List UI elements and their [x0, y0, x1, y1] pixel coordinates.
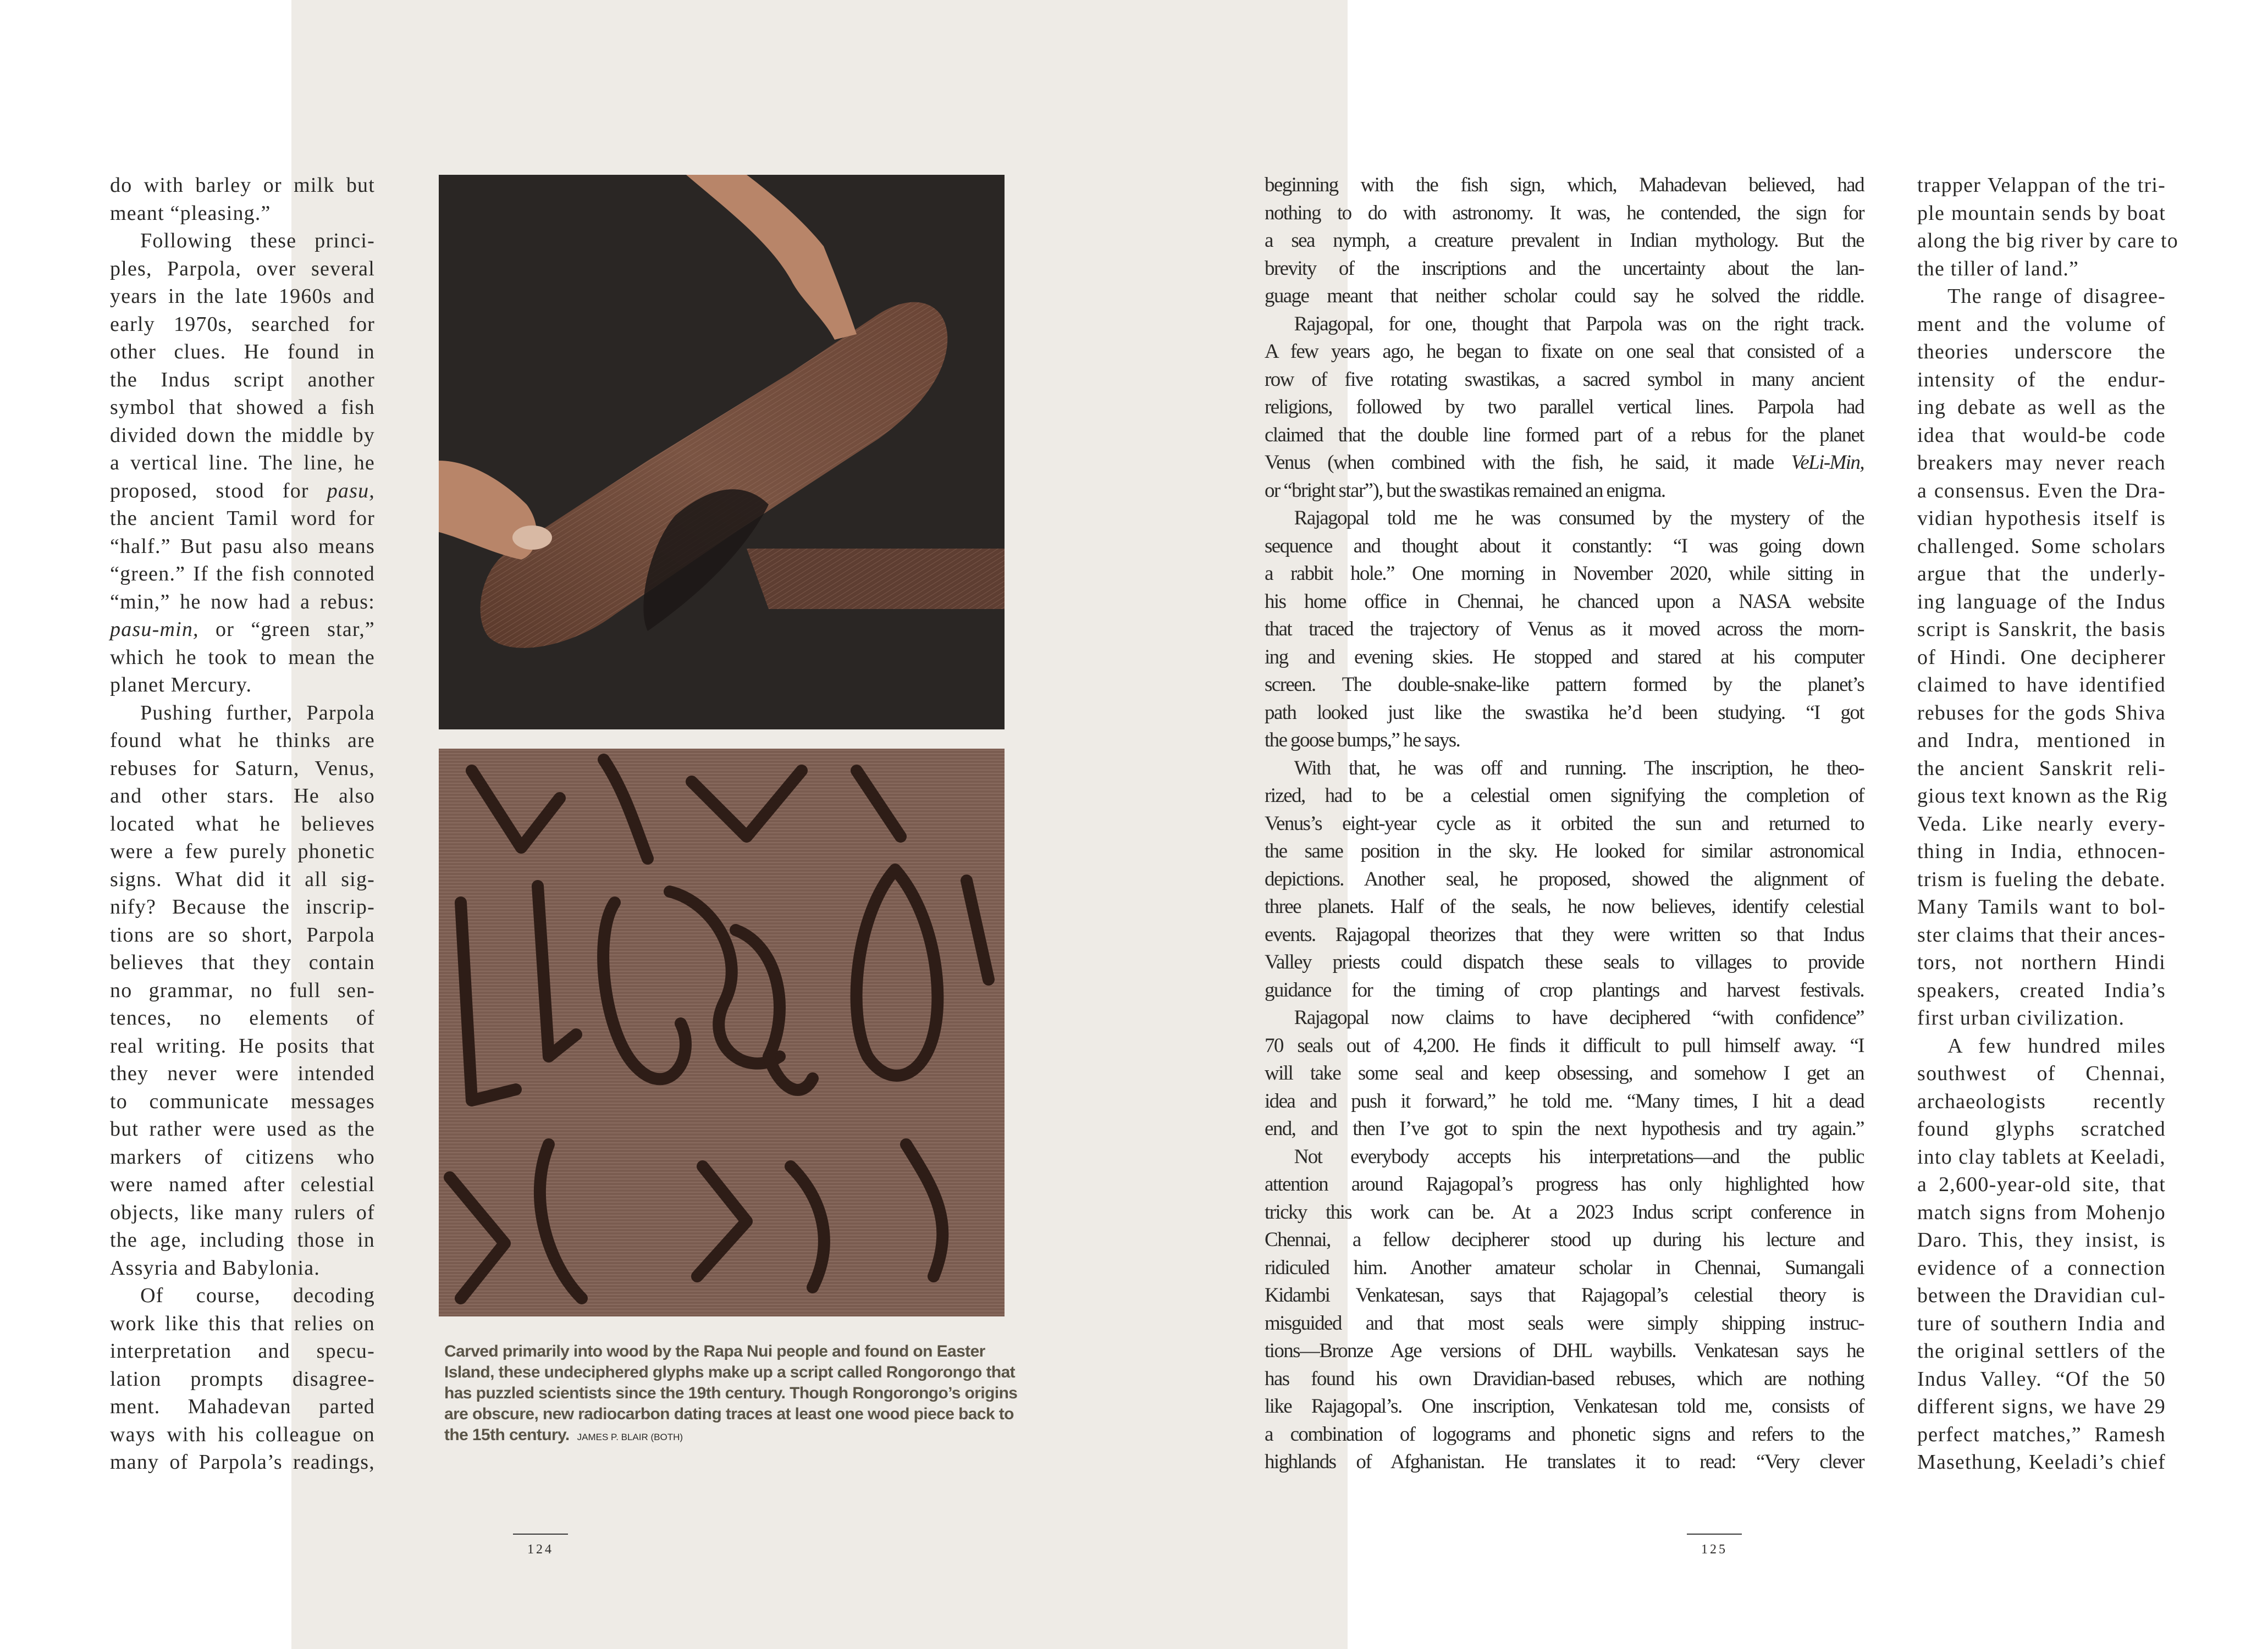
- text-line: challenged. Some scholars: [1917, 534, 2166, 558]
- text-line: “half.” But pasu also means: [110, 534, 375, 558]
- text-line: meant “pleasing.”: [110, 201, 271, 225]
- text-line: Of course, decoding: [140, 1284, 375, 1307]
- text-line: religions, followed by two parallel vertical lines. Parpola had: [1265, 396, 1864, 418]
- text-line: the same position in the sky. He looked for similar astronomical: [1265, 840, 1864, 862]
- text-line: which he took to mean the: [110, 645, 375, 669]
- text-line: Following these princi-: [140, 229, 375, 252]
- text-line: a rabbit hole.” One morning in November 2020, while sitting in: [1265, 562, 1864, 585]
- text-line: found what he thinks are: [110, 729, 375, 752]
- text-line: will take some seal and keep obsessing, and somehow I get an: [1265, 1062, 1864, 1084]
- text-line: nify? Because the inscrip-: [110, 895, 375, 918]
- text-line: three planets. Half of the seals, he now believes, identify celestial: [1265, 895, 1864, 918]
- text-line: tences, no elements of: [110, 1006, 375, 1030]
- text-line: of Hindi. One decipherer: [1917, 645, 2166, 669]
- text-line: Not everybody accepts his interpretations—and the public: [1294, 1145, 1864, 1168]
- text-line: Rajagopal, for one, thought that Parpola was on the right track.: [1294, 312, 1864, 335]
- text-line: or “bright star”), but the swastikas remained an enigma.: [1265, 479, 1665, 502]
- text-line: were named after celestial: [110, 1173, 375, 1196]
- text-line: trapper Velappan of the tri-: [1917, 174, 2166, 197]
- text-line: to communicate messages: [110, 1089, 375, 1113]
- text-line: breakers may never reach: [1917, 451, 2166, 474]
- text-line: pasu-min, or “green star,”: [110, 618, 375, 641]
- text-line: guidance for the timing of crop plantings and harvest festivals.: [1265, 978, 1864, 1001]
- text-line: the tiller of land.”: [1917, 257, 2079, 280]
- text-line: Masethung, Keeladi’s chief: [1917, 1451, 2166, 1474]
- text-line: rebuses for Saturn, Venus,: [110, 756, 375, 780]
- text-line: and other stars. He also: [110, 784, 375, 807]
- text-line: were a few purely phonetic: [110, 840, 375, 863]
- text-line: tions are so short, Parpola: [110, 923, 375, 947]
- text-line: idea that would-be code: [1917, 423, 2166, 447]
- page-number-left: [510, 1534, 571, 1557]
- text-line: other clues. He found in: [110, 340, 375, 363]
- text-line: a sea nymph, a creature prevalent in Indian mythology. But the: [1265, 229, 1864, 252]
- text-line: Rajagopal now claims to have deciphered “with confidence”: [1294, 1006, 1864, 1029]
- photo-rongorongo-glyphs-closeup: [439, 749, 1005, 1316]
- text-line: the Indus script another: [110, 368, 375, 391]
- text-line: believes that they contain: [110, 951, 375, 974]
- text-line: argue that the underly-: [1917, 562, 2166, 585]
- text-line: highlands of Afghanistan. He translates it to read: “Very clever: [1265, 1451, 1864, 1473]
- text-line: screen. The double-snake-like pattern formed by the planet’s: [1265, 673, 1864, 696]
- text-line: rized, had to be a celestial omen signifying the completion of: [1265, 784, 1864, 807]
- text-line: depictions. Another seal, he proposed, showed the alignment of: [1265, 867, 1864, 890]
- text-line: the age, including those in: [110, 1229, 375, 1252]
- text-line: the ancient Tamil word for: [110, 507, 375, 530]
- text-line: a vertical line. The line, he: [110, 451, 375, 474]
- text-line: row of five rotating swastikas, a sacred symbol in many ancient: [1265, 368, 1864, 391]
- text-line: end, and then I’ve got to spin the next hypothesis and try again.”: [1265, 1117, 1864, 1140]
- text-line: “min,” he now had a rebus:: [110, 590, 375, 613]
- text-line: signs. What did it all sig-: [110, 867, 375, 891]
- text-line: theories underscore the: [1917, 340, 2166, 363]
- page-number-125: 125: [1701, 1542, 1728, 1557]
- text-line: 70 seals out of 4,200. He finds it difficult to pull himself away. “I: [1265, 1034, 1864, 1057]
- text-line: With that, he was off and running. The inscription, he theo-: [1294, 756, 1864, 779]
- text-line: A few hundred miles: [1947, 1034, 2166, 1058]
- text-line: ment. Mahadevan parted: [110, 1395, 375, 1418]
- text-line: ster claims that their ances-: [1917, 923, 2166, 947]
- text-line: Veda. Like nearly every-: [1917, 812, 2166, 835]
- text-line: rebuses for the gods Shiva: [1917, 701, 2166, 724]
- text-line: ridiculed him. Another amateur scholar in Chennai, Sumangali: [1265, 1256, 1864, 1279]
- text-line: evidence of a connection: [1917, 1256, 2166, 1280]
- photo-credit: JAMES P. BLAIR (BOTH): [577, 1432, 683, 1442]
- text-line: no grammar, no full sen-: [110, 978, 375, 1002]
- text-line: lation prompts disagree-: [110, 1367, 375, 1391]
- text-line: a combination of logograms and phonetic signs and refers to the: [1265, 1423, 1864, 1446]
- text-line: planet Mercury.: [110, 673, 252, 696]
- text-line: between the Dravidian cul-: [1917, 1284, 2166, 1307]
- text-line: has found his own Dravidian-based rebuses, which are nothing: [1265, 1367, 1864, 1390]
- text-line: match signs from Mohenjo: [1917, 1200, 2166, 1224]
- text-line: do with barley or milk but: [110, 174, 375, 197]
- text-line: but rather were used as the: [110, 1117, 375, 1141]
- text-line: into clay tablets at Keeladi,: [1917, 1145, 2166, 1169]
- text-line: like Rajagopal’s. One inscription, Venkatesan told me, consists of: [1265, 1395, 1864, 1418]
- text-line: gious text known as the Rig: [1917, 784, 2168, 807]
- text-line: ways with his colleague on: [110, 1423, 375, 1446]
- text-line: Kidambi Venkatesan, says that Rajagopal’s celestial theory is: [1265, 1284, 1864, 1307]
- text-line: vidian hypothesis itself is: [1917, 507, 2166, 530]
- text-line: symbol that showed a fish: [110, 396, 375, 419]
- text-line: ing and evening skies. He stopped and stared at his computer: [1265, 645, 1864, 668]
- caption-text: Carved primarily into wood by the Rapa Nui people and found on Easter Island, these undeciphered glyphs make up a script called Rongorongo that has puzzled scientists since the 19th century. Though Rongorongo’s origins are obscure, new radiocarbon dating traces at least one wood piece back to the 15th century.: [444, 1342, 1018, 1444]
- text-line: ples, Parpola, over several: [110, 257, 375, 280]
- text-line: misguided and that most seals were simply shipping instruc-: [1265, 1312, 1864, 1335]
- text-line: nothing to do with astronomy. It was, he contended, the sign for: [1265, 201, 1864, 224]
- text-line: intensity of the endur-: [1917, 368, 2166, 391]
- text-line: ment and the volume of: [1917, 312, 2166, 336]
- text-line: many of Parpola’s readings,: [110, 1451, 375, 1474]
- photo-caption: [444, 1341, 1027, 1448]
- text-line: years in the late 1960s and: [110, 285, 375, 308]
- page-number-124: 124: [527, 1542, 554, 1557]
- text-line: script is Sanskrit, the basis: [1917, 618, 2166, 641]
- text-line: Chennai, a fellow decipherer stood up during his lecture and: [1265, 1229, 1864, 1251]
- text-line: claimed that the double line formed part of a rebus for the planet: [1265, 423, 1864, 446]
- text-line: ple mountain sends by boat: [1917, 201, 2166, 225]
- text-line: attention around Rajagopal’s progress has only highlighted how: [1265, 1173, 1864, 1196]
- text-line: located what he believes: [110, 812, 375, 835]
- text-line: tricky this work can be. At a 2023 Indus script conference in: [1265, 1200, 1864, 1224]
- text-line: Valley priests could dispatch these seals to villages to provide: [1265, 951, 1864, 973]
- text-line: Pushing further, Parpola: [140, 701, 375, 724]
- text-line: the original settlers of the: [1917, 1340, 2166, 1363]
- text-line: interpretation and specu-: [110, 1340, 375, 1363]
- text-line: Many Tamils want to bol-: [1917, 895, 2166, 918]
- text-line: divided down the middle by: [110, 423, 375, 447]
- column-4-body-text: [1917, 171, 2178, 1476]
- text-line: Assyria and Babylonia.: [110, 1256, 321, 1280]
- text-line: proposed, stood for pasu,: [110, 479, 375, 502]
- text-line: objects, like many rulers of: [110, 1200, 375, 1224]
- column-1-body-text: [110, 171, 375, 1476]
- page-number-rule: [513, 1534, 568, 1535]
- text-line: Venus’s eight-year cycle as it orbited the sun and returned to: [1265, 812, 1864, 835]
- text-line: early 1970s, searched for: [110, 312, 375, 336]
- glyphs-photo-illustration: [439, 749, 1005, 1316]
- photo-rongorongo-tablet: [439, 175, 1005, 729]
- text-line: sequence and thought about it constantly: “I was going down: [1265, 534, 1864, 557]
- page-number-rule: [1687, 1534, 1742, 1535]
- text-line: found glyphs scratched: [1917, 1117, 2166, 1141]
- text-line: Rajagopal told me he was consumed by the mystery of the: [1294, 507, 1864, 529]
- text-line: they never were intended: [110, 1062, 375, 1085]
- text-line: a consensus. Even the Dra-: [1917, 479, 2166, 502]
- text-line: southwest of Chennai,: [1917, 1062, 2166, 1085]
- text-line: path looked just like the swastika he’d been studying. “I got: [1265, 701, 1864, 724]
- text-line: thing in India, ethnocen-: [1917, 840, 2166, 863]
- text-line: idea and push it forward,” he told me. “Many times, I hit a dead: [1265, 1089, 1864, 1113]
- text-line: different signs, we have 29: [1917, 1395, 2166, 1418]
- text-line: archaeologists recently: [1917, 1089, 2166, 1113]
- text-line: along the big river by care to: [1917, 229, 2178, 252]
- column-3-body-text: [1265, 171, 1864, 1476]
- page-number-right: [1684, 1534, 1745, 1557]
- text-line: ture of southern India and: [1917, 1312, 2166, 1335]
- text-line: speakers, created India’s: [1917, 978, 2166, 1002]
- text-line: guage meant that neither scholar could say he solved the riddle.: [1265, 285, 1864, 307]
- text-line: Daro. This, they insist, is: [1917, 1229, 2166, 1252]
- text-line: that traced the trajectory of Venus as it moved across the morn-: [1265, 618, 1864, 640]
- text-line: The range of disagree-: [1947, 285, 2166, 308]
- text-line: tors, not northern Hindi: [1917, 951, 2166, 974]
- text-line: beginning with the fish sign, which, Mahadevan believed, had: [1265, 174, 1864, 196]
- text-line: markers of citizens who: [110, 1145, 375, 1169]
- text-line: “green.” If the fish connoted: [110, 562, 375, 585]
- text-line: work like this that relies on: [110, 1312, 375, 1335]
- text-line: brevity of the inscriptions and the uncertainty about the lan-: [1265, 257, 1864, 280]
- text-line: real writing. He posits that: [110, 1034, 375, 1058]
- text-line: events. Rajagopal theorizes that they were written so that Indus: [1265, 923, 1864, 946]
- text-line: tions—Bronze Age versions of DHL waybills. Venkatesan says he: [1265, 1340, 1864, 1362]
- text-line: ing language of the Indus: [1917, 590, 2166, 613]
- text-line: Indus Valley. “Of the 50: [1917, 1367, 2166, 1391]
- text-line: first urban civilization.: [1917, 1006, 2125, 1030]
- text-line: trism is fueling the debate.: [1917, 867, 2166, 891]
- text-line: a 2,600-year-old site, that: [1917, 1173, 2166, 1196]
- text-line: his home office in Chennai, he chanced upon a NASA website: [1265, 590, 1864, 613]
- text-line: Venus (when combined with the fish, he said, it made VeLi-Min,: [1265, 451, 1864, 474]
- text-line: the goose bumps,” he says.: [1265, 729, 1460, 751]
- tablet-photo-illustration: [439, 175, 1005, 729]
- text-line: perfect matches,” Ramesh: [1917, 1423, 2166, 1446]
- text-line: A few years ago, he began to fixate on one seal that consisted of a: [1265, 340, 1864, 363]
- text-line: and Indra, mentioned in: [1917, 729, 2166, 752]
- text-line: the ancient Sanskrit reli-: [1917, 756, 2166, 780]
- text-line: ing debate as well as the: [1917, 396, 2166, 419]
- text-line: claimed to have identified: [1917, 673, 2166, 696]
